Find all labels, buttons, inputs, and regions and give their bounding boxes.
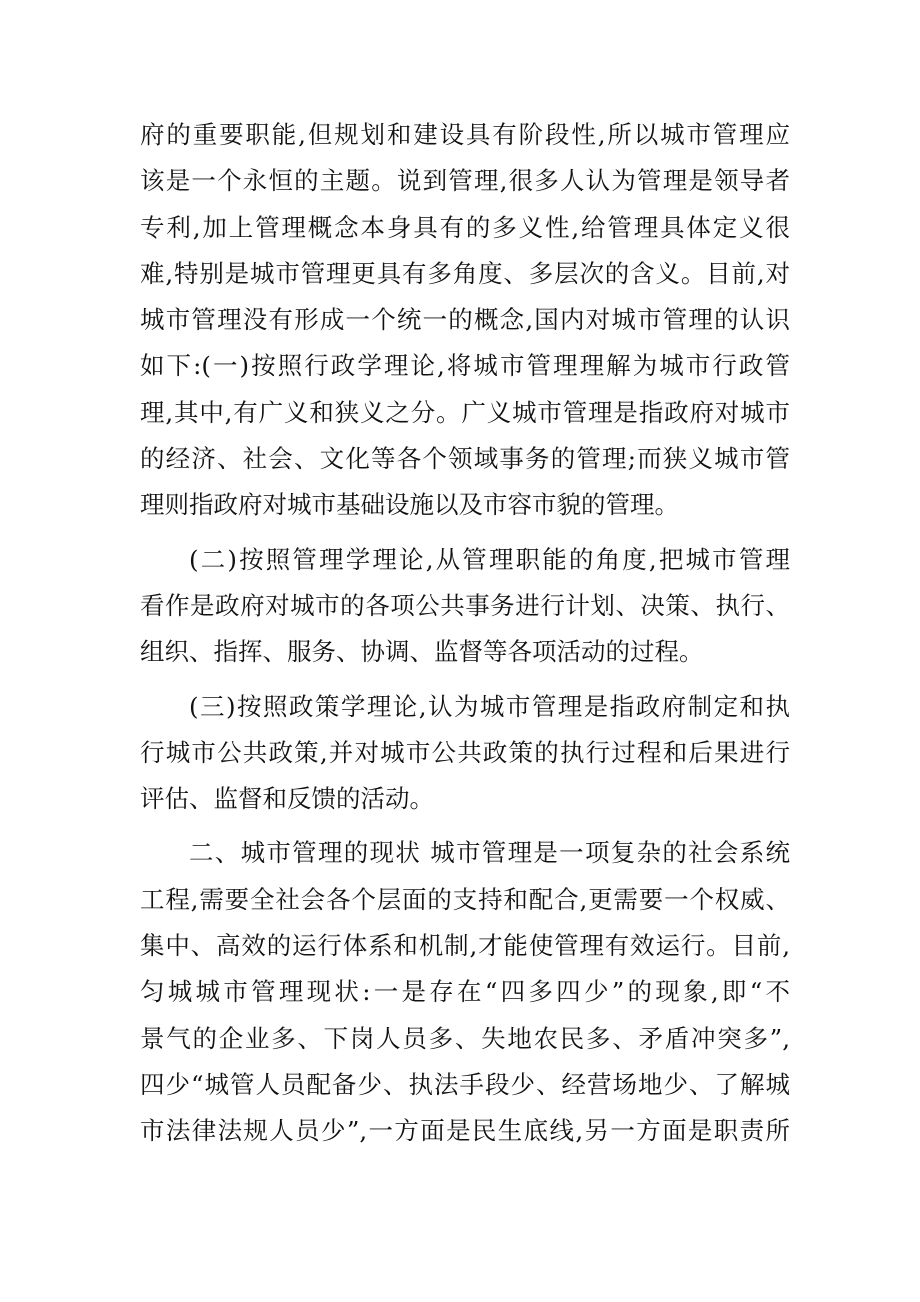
paragraph-urban-management-definition <box>140 112 790 529</box>
paragraph-management-theory <box>140 537 790 676</box>
text-line: 理则指政府对城市基础设施以及市容市貌的管理。 <box>140 490 679 520</box>
text-line: 集中、高效的运行体系和机制,才能使管理有效运行。目前, <box>140 931 790 961</box>
text-line: 府的重要职能,但规划和建设具有阶段性,所以城市管理应 <box>140 120 790 149</box>
text-line: 城市管理没有形成一个统一的概念,国内对城市管理的认识 <box>140 305 790 335</box>
paragraph-gap <box>140 529 790 537</box>
text-line: 评估、监督和反馈的活动。 <box>140 784 434 814</box>
paragraph-gap <box>140 676 790 684</box>
text-line: 专利,加上管理概念本身具有的多义性,给管理具体定义很 <box>140 212 790 242</box>
text-line: (二)按照管理学理论,从管理职能的角度,把城市管理 <box>189 544 790 574</box>
text-line: 行城市公共政策,并对城市公共政策的执行过程和后果进行 <box>140 737 790 767</box>
text-line: 看作是政府对城市的各项公共事务进行计划、决策、执行、 <box>140 590 790 620</box>
text-line: 工程,需要全社会各个层面的支持和配合,更需要一个权威、 <box>140 884 790 914</box>
text-line: 市法律法规人员少”,一方面是民生底线,另一方面是职责所 <box>140 1116 790 1146</box>
text-line: 景气的企业多、下岗人员多、失地农民多、矛盾冲突多”, <box>140 1023 790 1053</box>
text-line: 匀城城市管理现状:一是存在“四多四少”的现象,即“不 <box>140 977 790 1007</box>
text-line: (三)按照政策学理论,认为城市管理是指政府制定和执 <box>189 691 790 721</box>
paragraph-policy-theory <box>140 684 790 823</box>
text-line: 的经济、社会、文化等各个领域事务的管理;而狭义城市管 <box>140 444 790 474</box>
text-line: 如下:(一)按照行政学理论,将城市管理理解为城市行政管 <box>140 351 790 381</box>
text-line: 难,特别是城市管理更具有多角度、多层次的含义。目前,对 <box>140 258 790 288</box>
text-line: 理,其中,有广义和狭义之分。广义城市管理是指政府对城市 <box>140 397 790 427</box>
text-line: 二、城市管理的现状 城市管理是一项复杂的社会系统 <box>189 838 790 868</box>
text-line: 该是一个永恒的主题。说到管理,很多人认为管理是领导者 <box>140 166 790 196</box>
paragraph-current-status <box>140 830 790 1154</box>
paragraph-gap <box>140 822 790 830</box>
text-line: 组织、指挥、服务、协调、监督等各项活动的过程。 <box>140 637 704 667</box>
document-body <box>140 112 790 1155</box>
text-line: 四少“城管人员配备少、执法手段少、经营场地少、了解城 <box>140 1069 790 1099</box>
